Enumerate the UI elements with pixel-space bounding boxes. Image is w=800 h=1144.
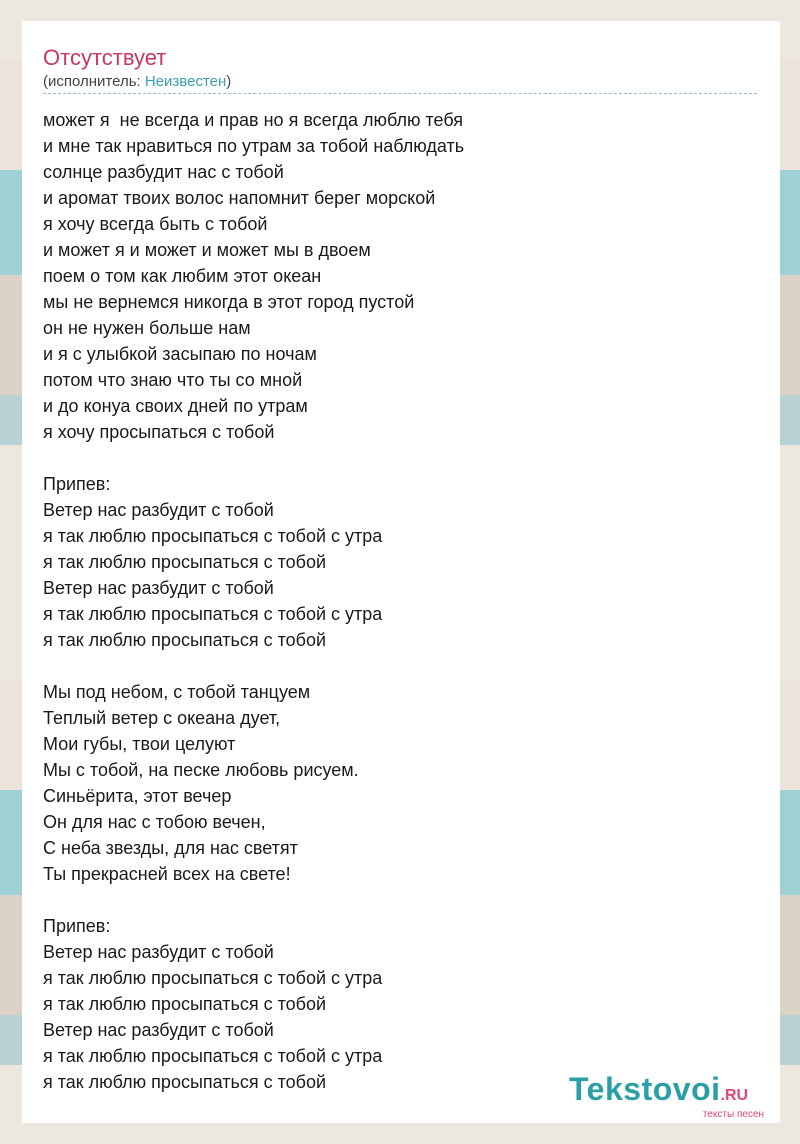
artist-line [43,73,231,90]
lyric-line: Синьёрита, этот вечер [43,786,232,806]
lyric-line [43,653,757,679]
lyric-line: Он для нас с тобою вечен, [43,812,266,832]
lyric-line [43,445,757,471]
lyric-line: я так люблю просыпаться с тобой с утра [43,1046,383,1066]
lyric-line: я так люблю просыпаться с тобой с утра [43,604,383,624]
lyric-line: и я с улыбкой засыпаю по ночам [43,344,317,364]
lyric-line: я так люблю просыпаться с тобой [43,552,327,572]
lyric-line: и может я и может и может мы в двоем [43,240,371,260]
lyric-line: Ты прекрасней всех на свете! [43,864,291,884]
site-logo[interactable] [569,1071,774,1120]
lyric-line: он не нужен больше нам [43,318,251,338]
lyric-line: я хочу просыпаться с тобой [43,422,275,442]
title-divider [43,93,757,94]
lyric-line: я так люблю просыпаться с тобой [43,1072,327,1092]
lyric-line: Ветер нас разбудит с тобой [43,500,274,520]
lyric-line: Мы с тобой, на песке любовь рисуем. [43,760,359,780]
lyric-line: Припев: [43,916,111,936]
artist-prefix: (исполнитель: [43,73,145,90]
lyric-line: и до конуа своих дней по утрам [43,396,308,416]
logo-text: Tekstovoi [569,1071,721,1107]
song-title: Отсутствует [43,45,167,70]
lyric-line: Ветер нас разбудит с тобой [43,942,274,962]
lyric-line: солнце разбудит нас с тобой [43,162,284,182]
lyrics-body [43,107,757,1095]
artist-link[interactable]: Неизвестен [144,73,227,90]
lyric-line: поем о том как любим этот океан [43,266,322,286]
lyric-line: я так люблю просыпаться с тобой с утра [43,968,383,988]
lyric-line: Ветер нас разбудит с тобой [43,578,274,598]
lyric-line: и мне так нравиться по утрам за тобой наблюдать [43,136,465,156]
logo-domain: .RU [720,1087,749,1104]
lyric-line: С неба звезды, для нас светят [43,838,298,858]
lyric-line: Припев: [43,474,111,494]
lyric-line: мы не вернемся никогда в этот город пустой [43,292,415,312]
lyric-line: Мои губы, твои целуют [43,734,236,754]
lyrics-sheet [22,21,780,1123]
artist-suffix: ) [226,73,232,90]
logo-tagline: тексты песен [702,1109,764,1120]
lyric-line: я хочу всегда быть с тобой [43,214,268,234]
lyric-line: может я не всегда и прав но я всегда люблю тебя [43,110,463,130]
logo-wordmark [569,1073,748,1105]
lyric-line: Теплый ветер с океана дует, [43,708,281,728]
lyric-line: я так люблю просыпаться с тобой [43,630,327,650]
lyric-line: Ветер нас разбудит с тобой [43,1020,274,1040]
lyric-line: я так люблю просыпаться с тобой [43,994,327,1014]
lyric-line [43,887,757,913]
lyric-line: потом что знаю что ты со мной [43,370,303,390]
lyric-line: Мы под небом, с тобой танцуем [43,682,311,702]
lyric-line: я так люблю просыпаться с тобой с утра [43,526,383,546]
lyric-line: и аромат твоих волос напомнит берег морской [43,188,436,208]
